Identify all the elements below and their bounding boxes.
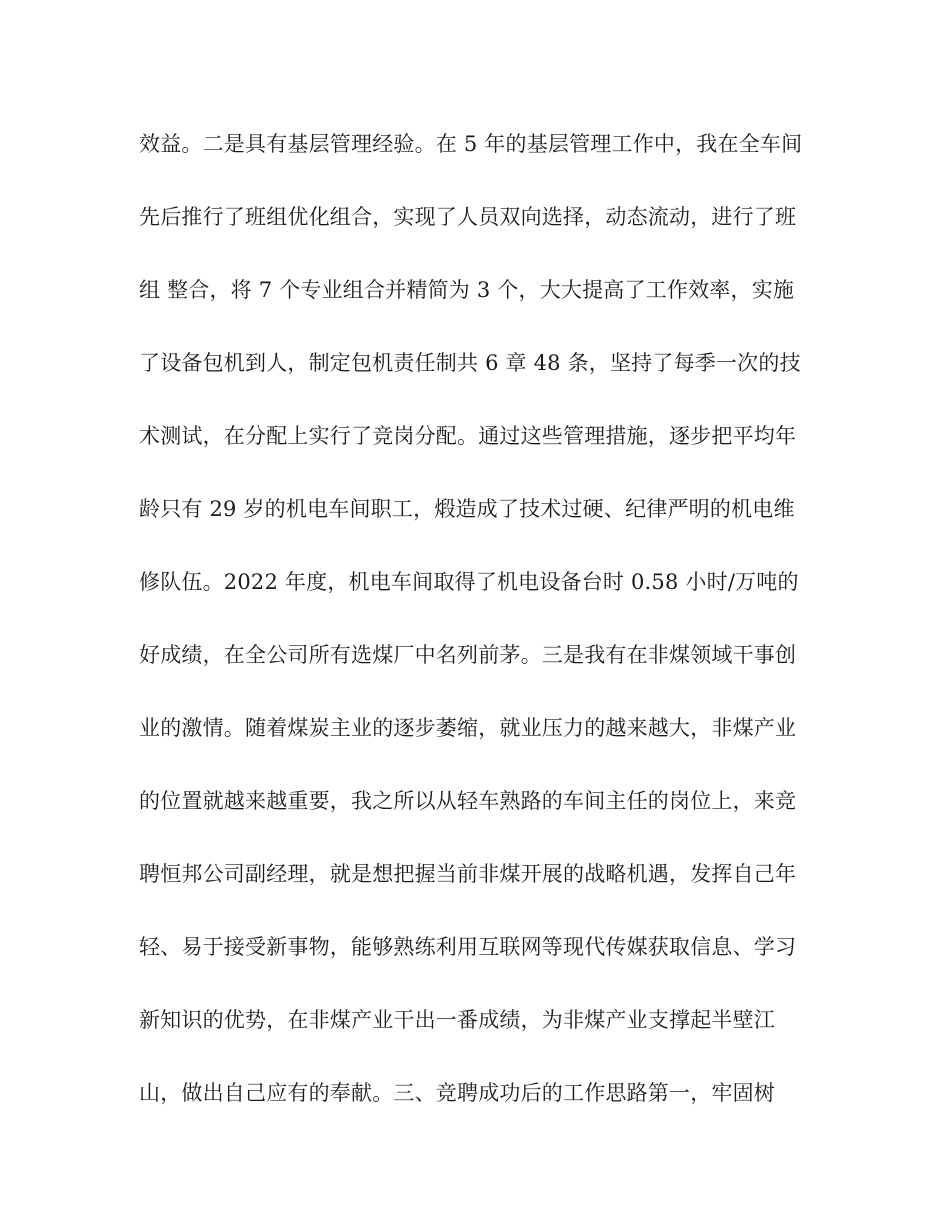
body-text-line: 术测试，在分配上实行了竞岗分配。通过这些管理措施，逐步把平均年 [139,424,797,448]
body-text-line: 业的激情。随着煤炭主业的逐步萎缩，就业压力的越来越大，非煤产业 [139,716,797,740]
body-text-line: 先后推行了班组优化组合，实现了人员双向选择，动态流动，进行了班 [139,205,797,229]
body-text-line: 修队伍。2022 年度，机电车间取得了机电设备台时 0.58 小时/万吨的 [139,570,799,594]
body-text-line: 龄只有 29 岁的机电车间职工，煅造成了技术过硬、纪律严明的机电维 [139,497,795,521]
body-text-line: 轻、易于接受新事物，能够熟练利用互联网等现代传媒获取信息、学习 [139,935,797,959]
body-text-line: 好成绩，在全公司所有选煤厂中名列前茅。三是我有在非煤领域干事创 [139,643,797,667]
body-text-line: 新知识的优势，在非煤产业干出一番成绩，为非煤产业支撑起半壁江 [139,1008,775,1032]
body-text-line: 的位置就越来越重要，我之所以从轻车熟路的车间主任的岗位上，来竞 [139,789,797,813]
body-text-line: 山，做出自己应有的奉献。三、竞聘成功后的工作思路第一，牢固树 [139,1081,775,1105]
body-text-line: 了设备包机到人，制定包机责任制共 6 章 48 条，坚持了每季一次的技 [139,351,801,375]
body-text-line: 效益。二是具有基层管理经验。在 5 年的基层管理工作中，我在全车间 [139,132,803,156]
body-text-line: 组 整合，将 7 个专业组合并精简为 3 个，大大提高了工作效率，实施 [139,278,795,302]
body-text-line: 聘恒邦公司副经理，就是想把握当前非煤开展的战略机遇，发挥自己年 [139,862,797,886]
